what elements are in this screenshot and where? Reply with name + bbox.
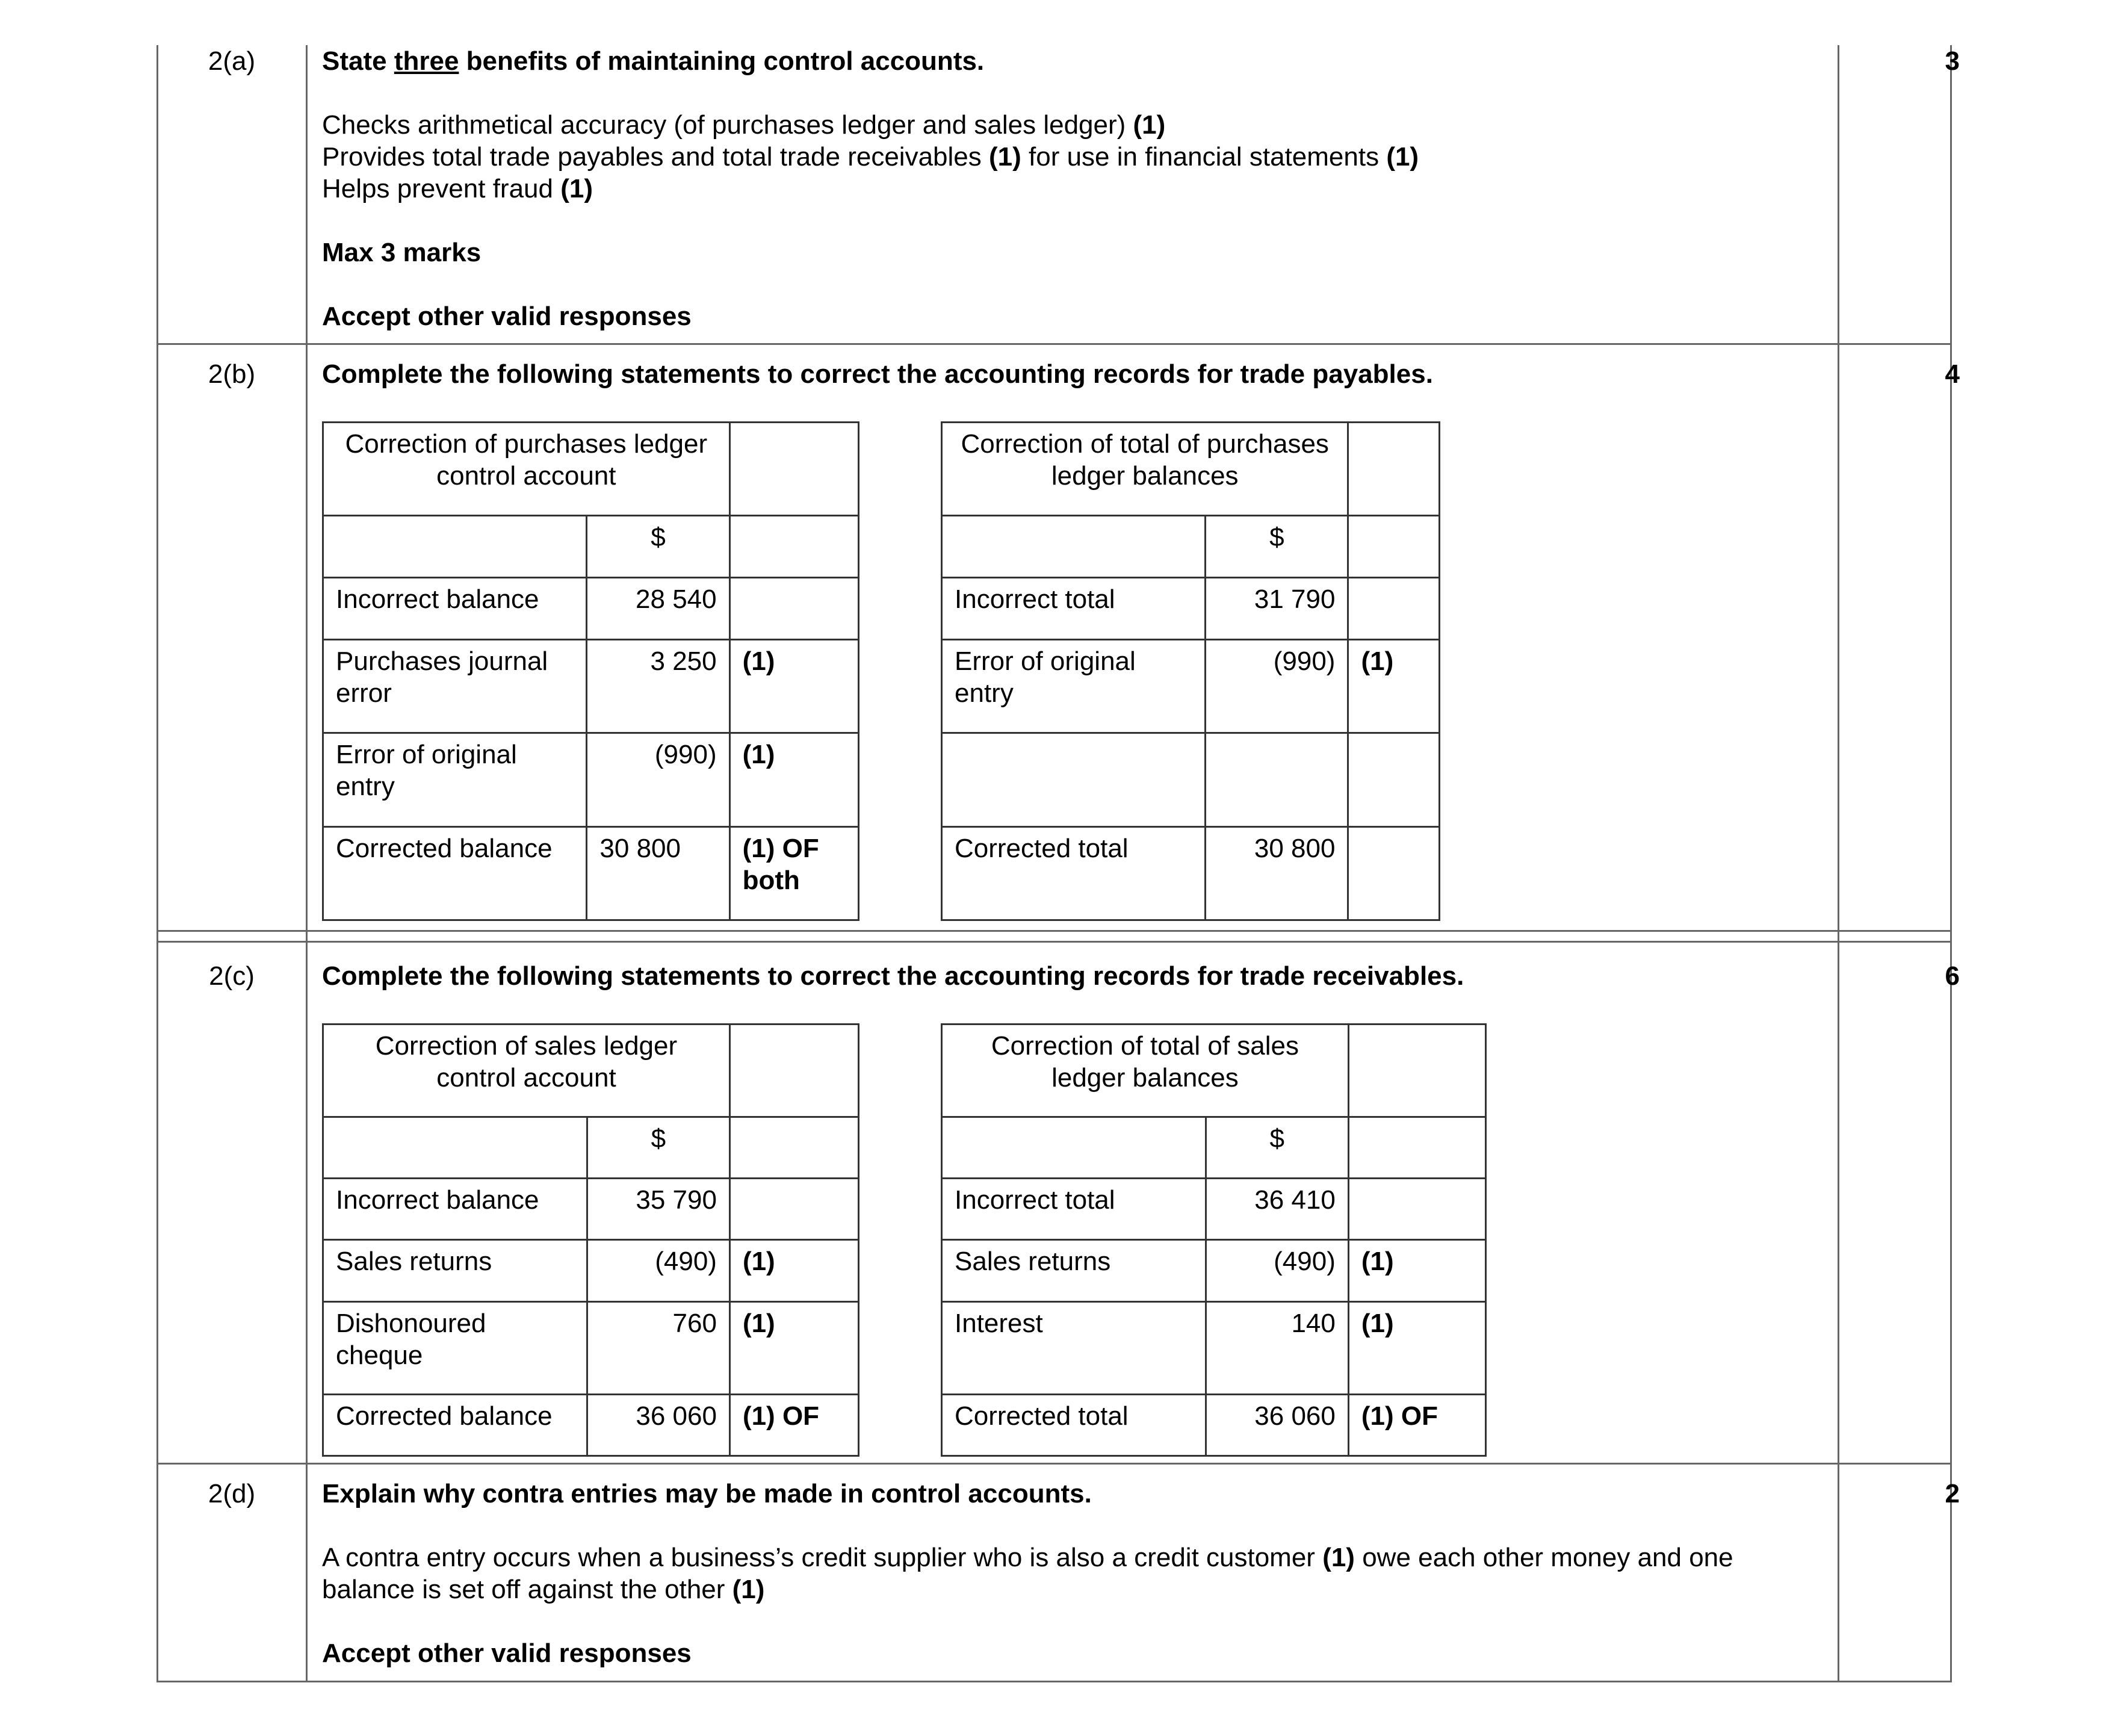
marks-2d: 2 xyxy=(1945,1479,1960,1508)
table-row: Error of original entry (990) (1) xyxy=(942,640,1440,733)
question-number-2d: 2(d) xyxy=(208,1479,256,1508)
question-2d-content xyxy=(322,1478,1839,1669)
table-row: Corrected total 36 060 (1) OF xyxy=(942,1394,1486,1455)
table-row: Sales returns (490) (1) xyxy=(323,1240,859,1301)
table-row: Incorrect total 36 410 xyxy=(942,1179,1486,1240)
table-row: Corrected total 30 800 xyxy=(942,826,1440,920)
question-2a-content xyxy=(322,45,1839,332)
currency-label: $ xyxy=(1206,1117,1348,1179)
purchases-control-correction-table xyxy=(322,421,859,921)
currency-label: $ xyxy=(587,1117,729,1179)
question-2a-prompt: State three benefits of maintaining control accounts. xyxy=(322,46,985,76)
table-header: Correction of total of purchases ledger balances xyxy=(942,423,1348,516)
table-row: Purchases journal error 3 250 (1) xyxy=(323,640,859,733)
table-header: Correction of sales ledger control account xyxy=(323,1025,730,1117)
answer-line: Checks arithmetical accuracy (of purchases ledger and sales ledger) (1) xyxy=(322,110,1166,140)
answer-line: Provides total trade payables and total trade receivables (1) for use in financial statements (1) xyxy=(322,142,1419,172)
marks-2c: 6 xyxy=(1945,961,1960,991)
marks-2a: 3 xyxy=(1945,46,1960,76)
table-row: Dishonoured cheque 760 (1) xyxy=(323,1301,859,1394)
question-2c-prompt: Complete the following statements to correct the accounting records for trade receivables. xyxy=(322,961,1464,991)
grid-left-border xyxy=(156,45,158,1682)
row-divider-2a-2b xyxy=(156,343,1952,345)
purchases-ledger-balances-table xyxy=(941,421,1440,921)
table-row: Interest 140 (1) xyxy=(942,1301,1486,1394)
answer-line: Helps prevent fraud (1) xyxy=(322,174,593,203)
grid-bottom-border xyxy=(156,1681,1952,1682)
table-row: Error of original entry (990) (1) xyxy=(323,733,859,826)
question-number-2c: 2(c) xyxy=(209,961,255,991)
sales-ledger-balances-table xyxy=(941,1023,1487,1457)
grid-col-divider-1 xyxy=(306,45,308,1682)
max-marks-note: Max 3 marks xyxy=(322,238,482,267)
table-row: Sales returns (490) (1) xyxy=(942,1240,1486,1301)
table-row: Incorrect balance 35 790 xyxy=(323,1179,859,1240)
question-2d-prompt: Explain why contra entries may be made in control accounts. xyxy=(322,1479,1092,1508)
accept-note: Accept other valid responses xyxy=(322,302,692,331)
row-divider-2b-2c-bottom xyxy=(156,941,1952,943)
answer-paragraph: A contra entry occurs when a business’s credit supplier who is also a credit customer (1) owe each other money and one balance is set off against the other (1) xyxy=(322,1543,1733,1604)
table-row: Incorrect balance 28 540 xyxy=(323,578,859,640)
table-row xyxy=(942,733,1440,826)
question-number-2b: 2(b) xyxy=(208,359,256,389)
table-row: Corrected balance 30 800 (1) OF both xyxy=(323,826,859,920)
row-divider-2b-2c-top xyxy=(156,930,1952,932)
question-number-2a: 2(a) xyxy=(208,46,256,76)
currency-label: $ xyxy=(587,516,729,578)
row-divider-2c-2d xyxy=(156,1463,1952,1465)
question-2b-prompt: Complete the following statements to correct the accounting records for trade payables. xyxy=(322,359,1433,389)
currency-label: $ xyxy=(1206,516,1348,578)
table-row: Corrected balance 36 060 (1) OF xyxy=(323,1394,859,1455)
underlined-word: three xyxy=(394,46,459,76)
sales-control-correction-table xyxy=(322,1023,859,1457)
accept-note: Accept other valid responses xyxy=(322,1638,692,1668)
table-header: Correction of purchases ledger control account xyxy=(323,423,730,516)
table-row: Incorrect total 31 790 xyxy=(942,578,1440,640)
table-header: Correction of total of sales ledger balances xyxy=(942,1025,1349,1117)
grid-right-border xyxy=(1950,45,1952,1682)
marks-2b: 4 xyxy=(1945,359,1960,389)
